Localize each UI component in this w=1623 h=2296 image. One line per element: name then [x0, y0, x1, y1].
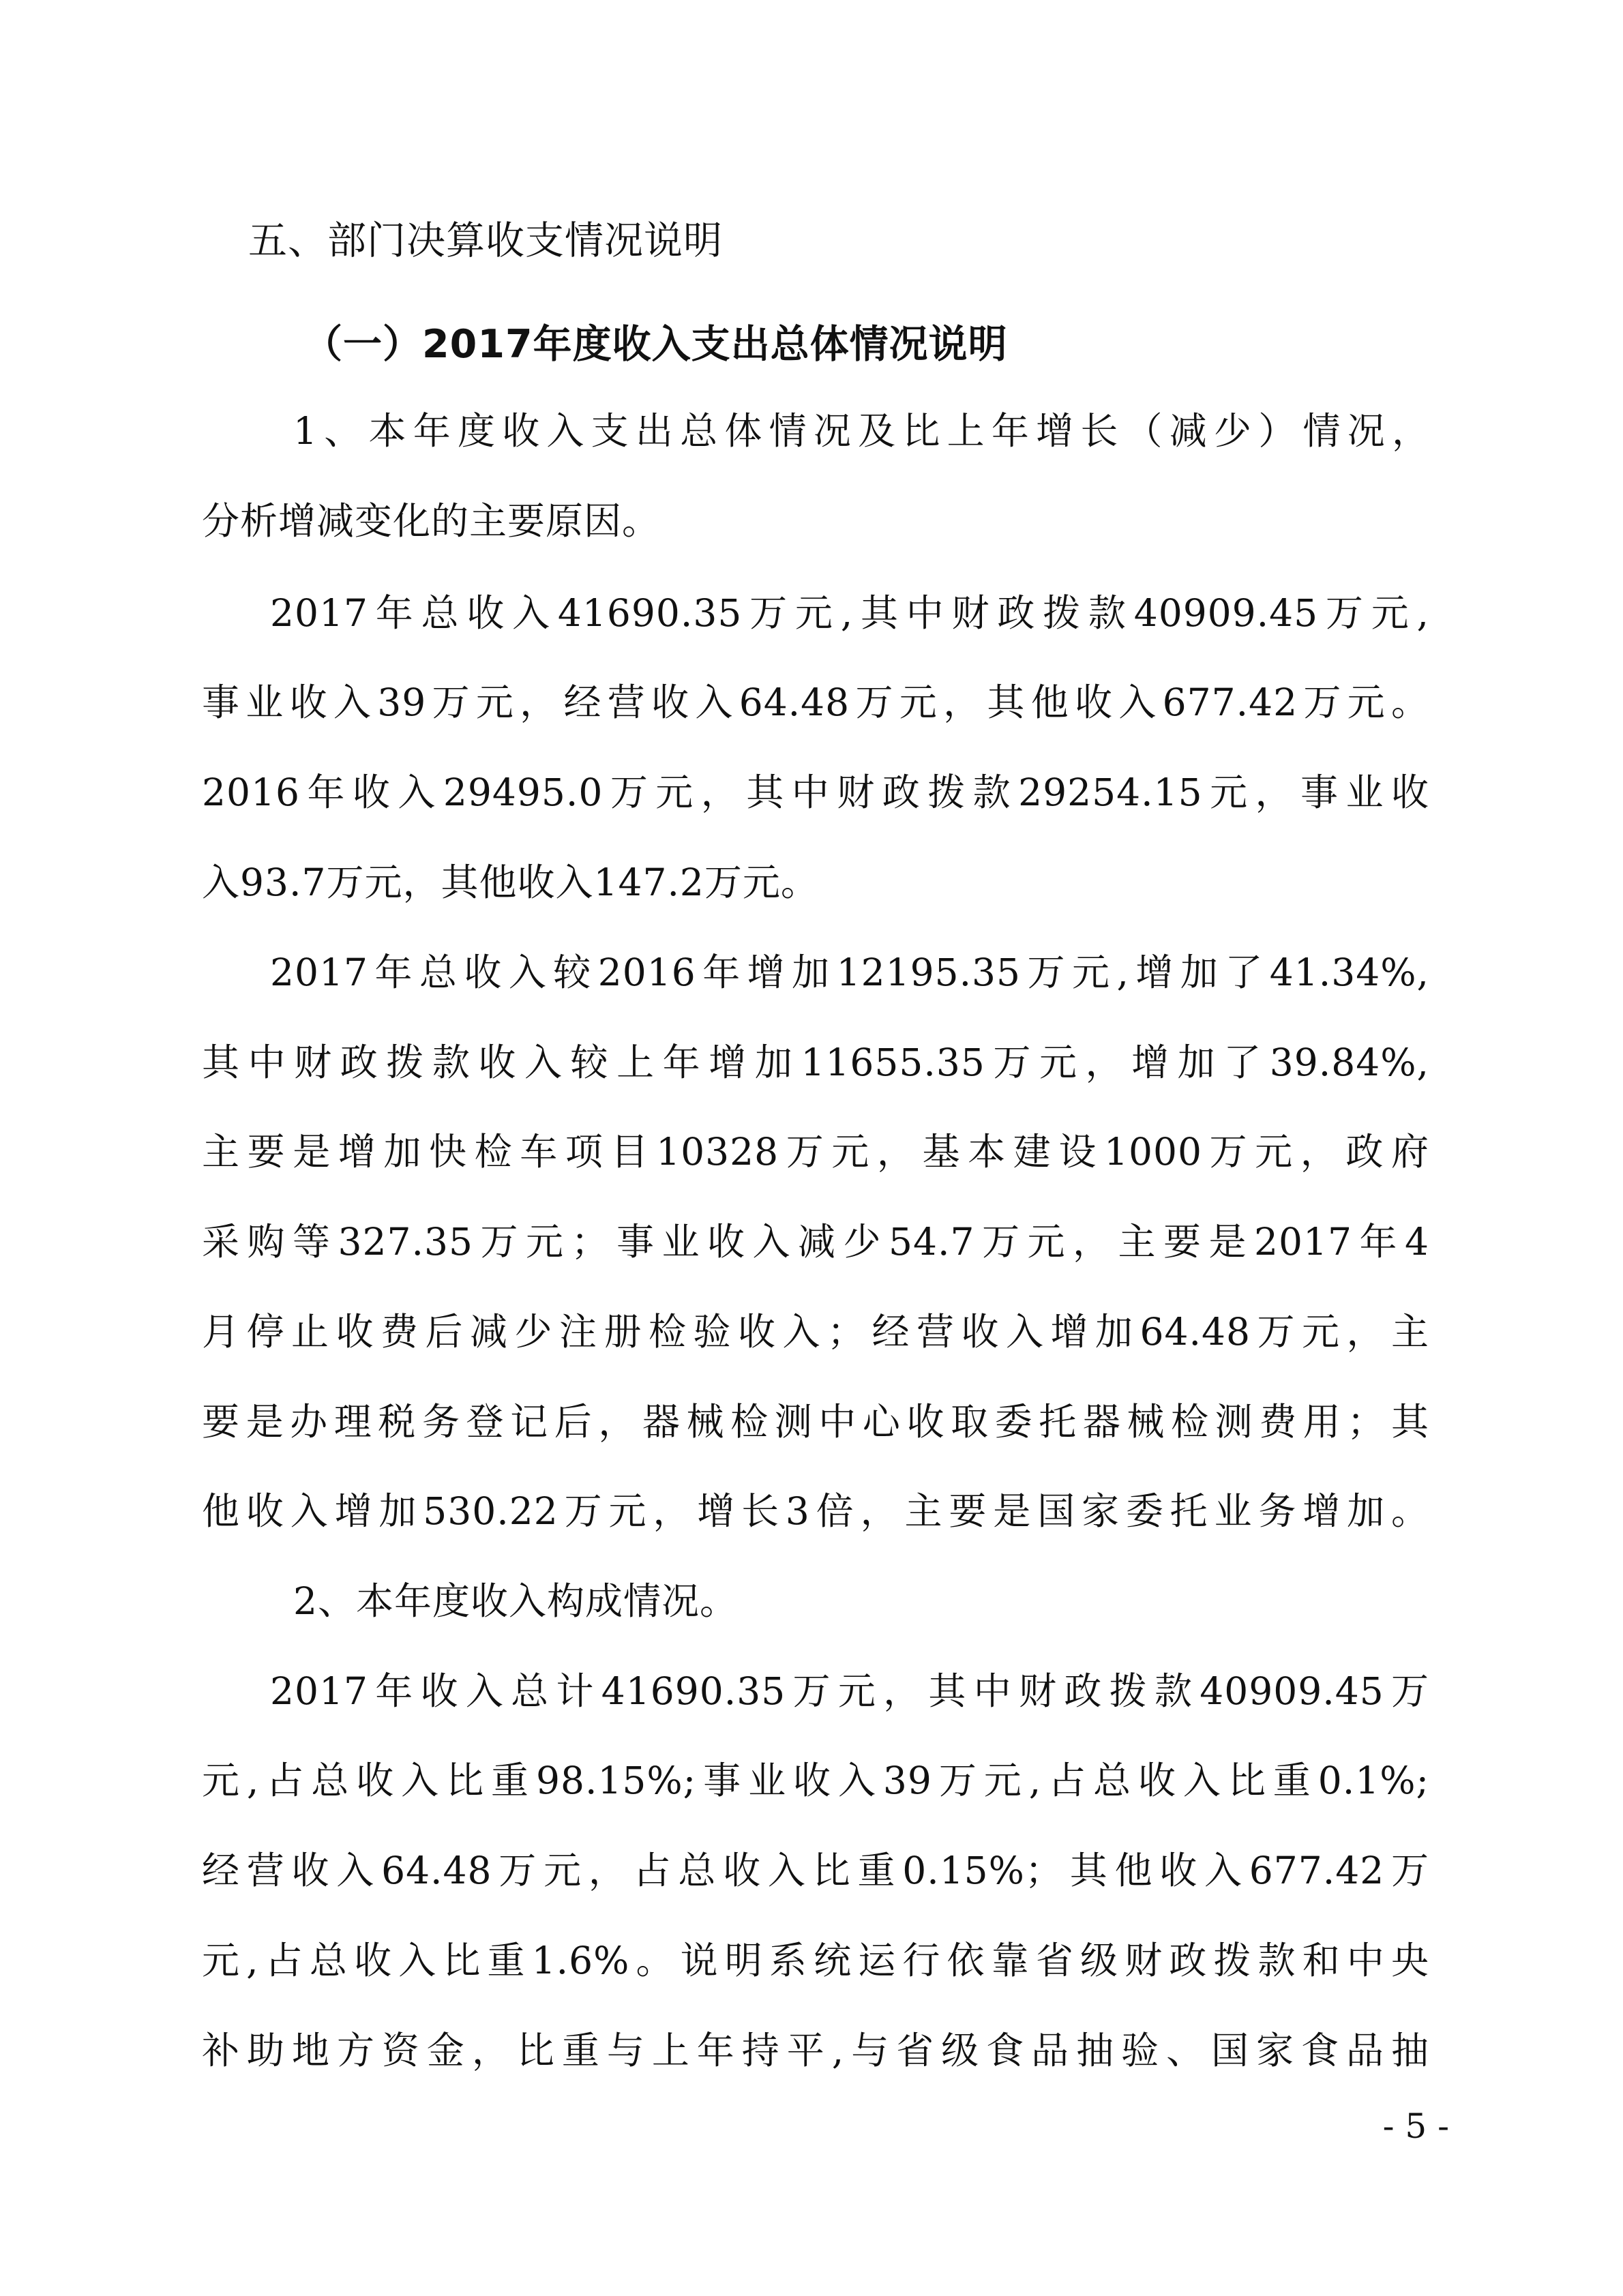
paragraph-line-18: 元,占总收入比重1.6%。说明系统运行依靠省级财政拨款和中央	[202, 1939, 1429, 1982]
paragraph-line-6: 入93.7万元，其他收入147.2万元。	[202, 861, 819, 904]
paragraph-line-4: 事业收入39万元，经营收入64.48万元，其他收入677.42万元。	[202, 681, 1429, 724]
section-heading: 五、部门决算收支情况说明	[248, 218, 723, 263]
paragraph-line-12: 要是办理税务登记后，器械检测中心收取委托器械检测费用；其	[202, 1400, 1429, 1444]
paragraph-line-2: 分析增减变化的主要原因。	[202, 499, 661, 543]
paragraph-line-9: 主要是增加快检车项目10328万元，基本建设1000万元，政府	[202, 1130, 1429, 1174]
paragraph-line-7: 2017年总收入较2016年增加12195.35万元,增加了41.34%,	[270, 951, 1429, 994]
paragraph-line-14: 2、本年度收入构成情况。	[293, 1579, 738, 1623]
subsection-heading: （一）2017年度收入支出总体情况说明	[303, 322, 1008, 367]
paragraph-line-17: 经营收入64.48万元，占总收入比重0.15%；其他收入677.42万	[202, 1849, 1429, 1892]
paragraph-line-10: 采购等327.35万元；事业收入减少54.7万元，主要是2017年4	[202, 1220, 1429, 1264]
paragraph-line-13: 他收入增加530.22万元，增长3倍，主要是国家委托业务增加。	[202, 1489, 1429, 1533]
paragraph-line-19: 补助地方资金，比重与上年持平,与省级食品抽验、国家食品抽	[202, 2029, 1429, 2072]
paragraph-line-11: 月停止收费后减少注册检验收入；经营收入增加64.48万元，主	[202, 1310, 1429, 1354]
paragraph-line-16: 元,占总收入比重98.15%;事业收入39万元,占总收入比重0.1%;	[202, 1759, 1429, 1802]
paragraph-line-3: 2017年总收入41690.35万元,其中财政拨款40909.45万元,	[270, 591, 1429, 635]
paragraph-line-1: 1、本年度收入支出总体情况及比上年增长（减少）情况，	[293, 409, 1430, 453]
paragraph-line-5: 2016年收入29495.0万元，其中财政拨款29254.15元，事业收	[202, 771, 1429, 814]
paragraph-line-8: 其中财政拨款收入较上年增加11655.35万元，增加了39.84%,	[202, 1041, 1429, 1084]
paragraph-line-15: 2017年收入总计41690.35万元，其中财政拨款40909.45万	[270, 1669, 1429, 1713]
page-number: - 5 -	[1382, 2106, 1449, 2146]
